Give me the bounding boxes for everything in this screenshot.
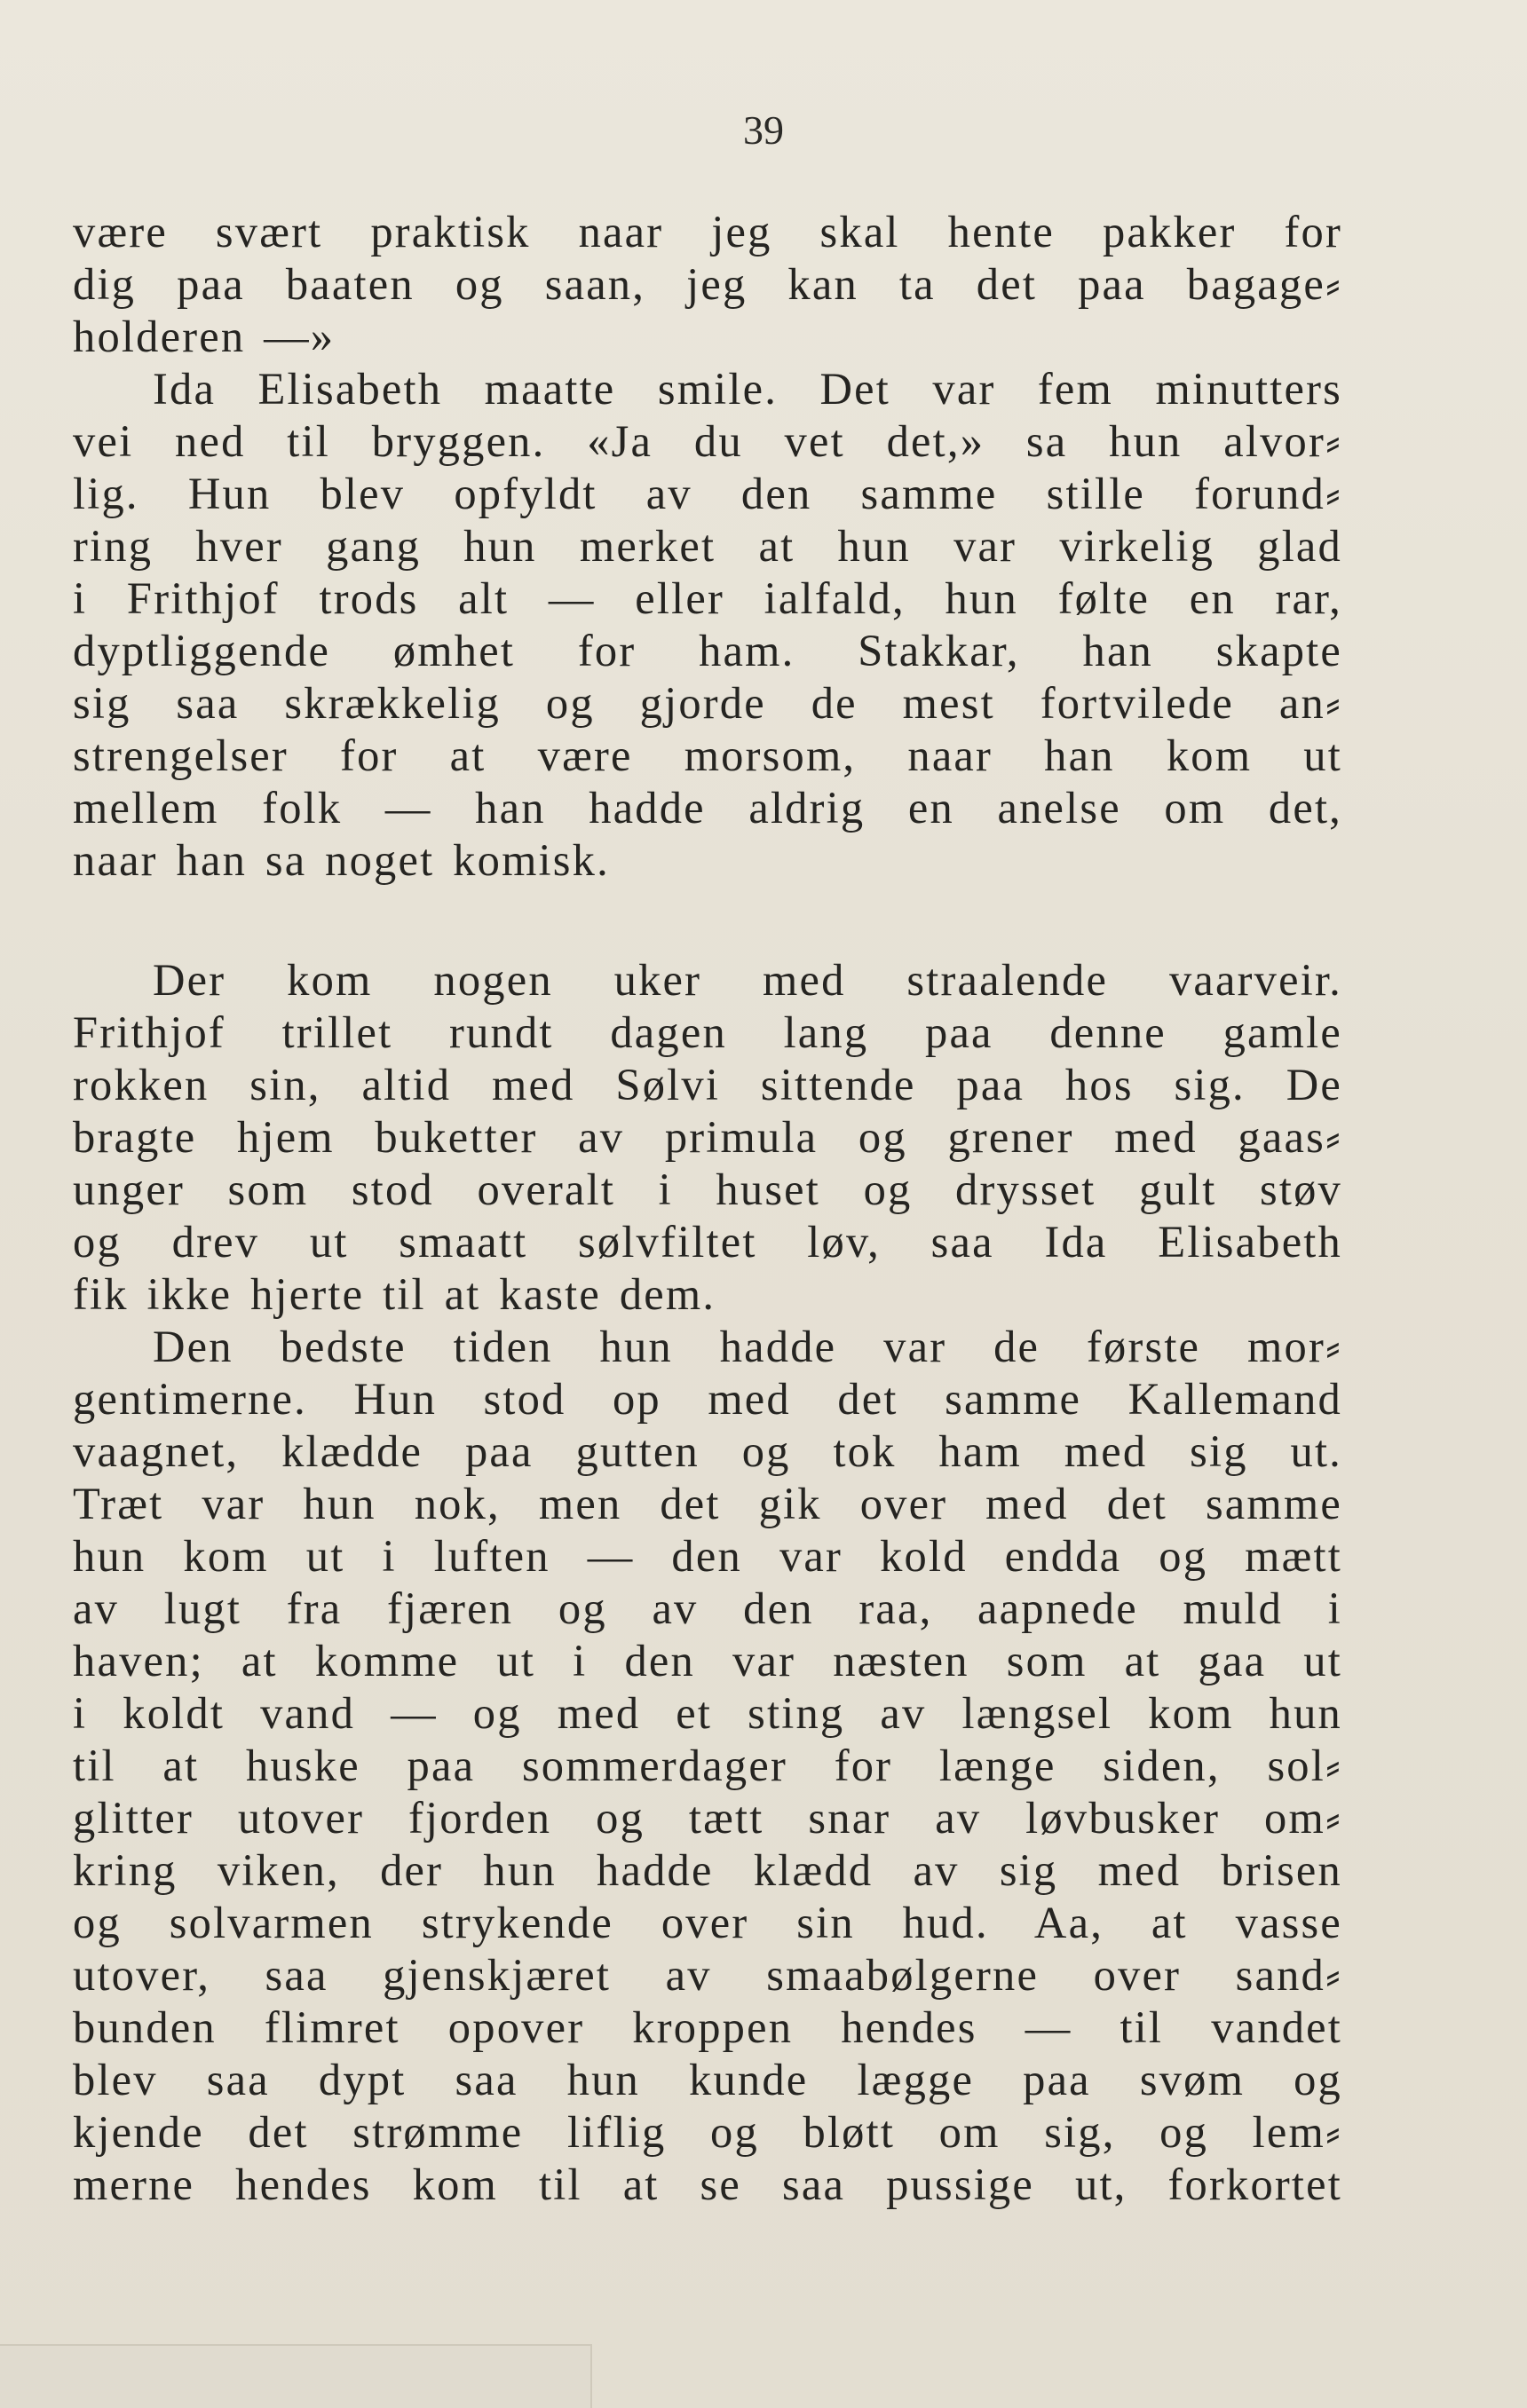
page-edge-shadow — [0, 2344, 592, 2408]
page-number: 39 — [743, 107, 784, 153]
paragraph — [73, 1321, 1342, 2211]
text-line: naar han sa noget komisk. — [73, 835, 610, 885]
text-line: vei ned til bryggen. «Ja du vet det,» sa hun alvor⸗ — [73, 416, 1342, 466]
text-line: av lugt fra fjæren og av den raa, aapnede muld i — [73, 1583, 1342, 1633]
text-line: Ida Elisabeth maatte smile. Det var fem minutters — [153, 364, 1342, 414]
text-line: kring viken, der hun hadde klædd av sig med brisen — [73, 1845, 1342, 1895]
text-line: glitter utover fjorden og tætt snar av løvbusker om⸗ — [73, 1793, 1342, 1843]
text-line: og solvarmen strykende over sin hud. Aa, at vasse — [73, 1898, 1342, 1947]
paragraph — [73, 363, 1342, 887]
text-line: Der kom nogen uker med straalende vaarveir. — [153, 955, 1342, 1005]
body-text — [73, 206, 1342, 2211]
text-line: Frithjof trillet rundt dagen lang paa denne gamle — [73, 1007, 1342, 1057]
text-line: rokken sin, altid med Sølvi sittende paa hos sig. De — [73, 1060, 1342, 1109]
text-line: Træt var hun nok, men det gik over med det samme — [73, 1479, 1342, 1528]
text-line: holderen —» — [73, 312, 336, 361]
paragraph — [73, 206, 1342, 363]
text-line: strengelser for at være morsom, naar han kom ut — [73, 730, 1342, 780]
text-line: Den bedste tiden hun hadde var de første mor⸗ — [153, 1322, 1342, 1371]
text-line: mellem folk — han hadde aldrig en anelse om det, — [73, 783, 1342, 833]
paragraph — [73, 954, 1342, 1321]
text-line: hun kom ut i luften — den var kold endda og mætt — [73, 1531, 1342, 1581]
text-line: i Frithjof trods alt — eller ialfald, hun følte en rar, — [73, 573, 1342, 623]
text-line: ring hver gang hun merket at hun var virkelig glad — [73, 521, 1342, 571]
text-line: merne hendes kom til at se saa pussige ut, forkortet — [73, 2159, 1342, 2209]
text-line: dig paa baaten og saan, jeg kan ta det paa bagage⸗ — [73, 259, 1342, 309]
paragraph-gap — [73, 887, 1342, 954]
text-line: vaagnet, klædde paa gutten og tok ham med sig ut. — [73, 1426, 1342, 1476]
text-line: utover, saa gjenskjæret av smaabølgerne over sand⸗ — [73, 1950, 1342, 2000]
text-line: lig. Hun blev opfyldt av den samme stille forund⸗ — [73, 469, 1342, 518]
text-line: i koldt vand — og med et sting av længsel kom hun — [73, 1688, 1342, 1738]
text-line: bunden flimret opover kroppen hendes — til vandet — [73, 2002, 1342, 2052]
text-line: blev saa dypt saa hun kunde lægge paa svøm og — [73, 2055, 1342, 2104]
text-line: unger som stod overalt i huset og drysset gult støv — [73, 1165, 1342, 1214]
text-line: bragte hjem buketter av primula og grener med gaas⸗ — [73, 1112, 1342, 1162]
text-line: til at huske paa sommerdager for længe siden, sol⸗ — [73, 1741, 1342, 1790]
text-line: sig saa skrækkelig og gjorde de mest fortvilede an⸗ — [73, 678, 1342, 728]
text-line: kjende det strømme liflig og bløtt om sig, og lem⸗ — [73, 2107, 1342, 2157]
text-line: haven; at komme ut i den var næsten som at gaa ut — [73, 1636, 1342, 1686]
text-line: være svært praktisk naar jeg skal hente pakker for — [73, 207, 1342, 257]
text-line: og drev ut smaatt sølvfiltet løv, saa Ida Elisabeth — [73, 1217, 1342, 1267]
text-line: gentimerne. Hun stod op med det samme Kallemand — [73, 1374, 1342, 1424]
text-line: dyptliggende ømhet for ham. Stakkar, han skapte — [73, 626, 1342, 675]
text-line: fik ikke hjerte til at kaste dem. — [73, 1269, 716, 1319]
